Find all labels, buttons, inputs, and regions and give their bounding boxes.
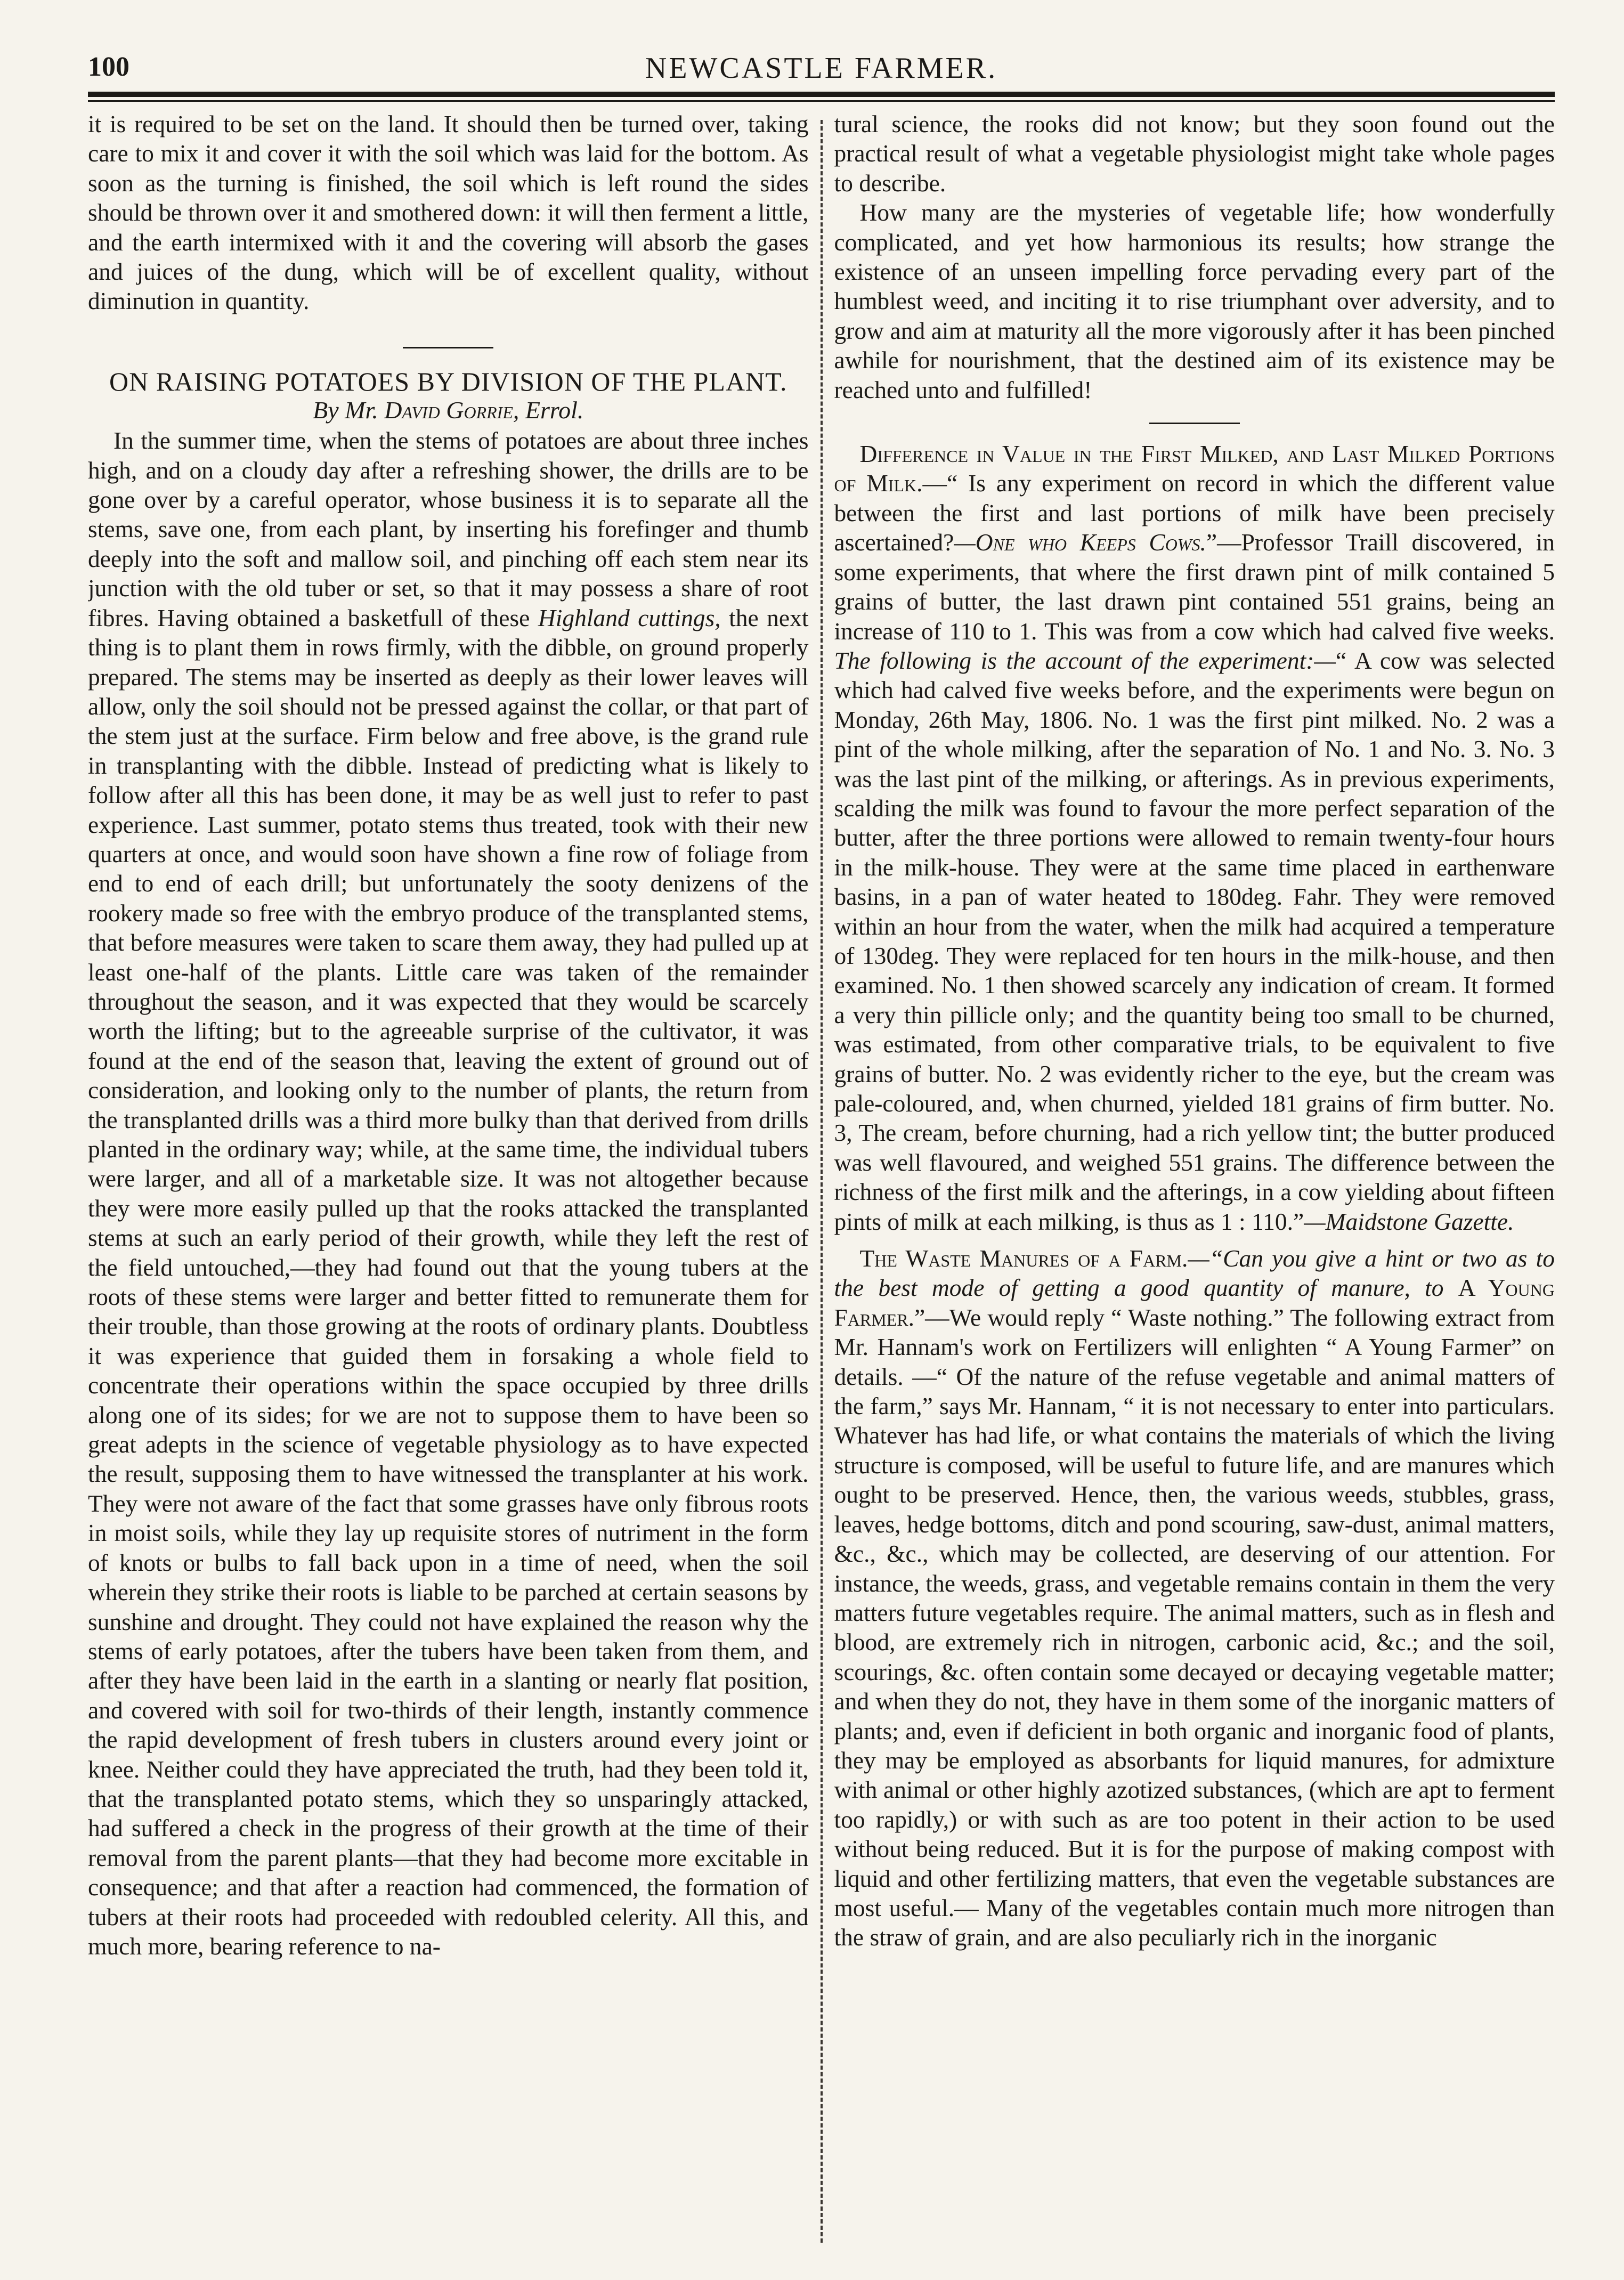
section-separator xyxy=(403,347,493,348)
continuation-paragraph: tural science, the rooks did not know; but they soon found out the practical result of what a vegetable physiologist might take whole pages to describe. xyxy=(834,110,1555,197)
milk-heading: Difference in Value in the First Milked, and Last Milked Portions of Milk. xyxy=(834,440,1555,497)
byline-place: Errol. xyxy=(525,396,584,424)
article-title: ON RAISING POTATOES BY DIVISION OF THE PLANT. xyxy=(109,366,787,396)
article-byline xyxy=(88,395,809,425)
header-rule-thin xyxy=(88,100,1555,102)
paragraph-text: In the summer time, when the stems of potatoes are about three inches high, and on a cloudy day after a refreshing shower, the drills are to be gone over by a careful operator, whose business it is to separate all the stems, save one, from each plant, by inserting his forefinger and thumb deeply into the soft and mallow soil, and pinching off each stem near its junction with the old tuber or set, so that it may possess a share of root fibres. Having obtained a basketfull of these xyxy=(88,427,809,631)
page-number: 100 xyxy=(88,52,129,82)
waste-question: —“Can you give a hint or two as to the best mode of getting a good quantity of manure, to xyxy=(834,1245,1555,1302)
header-rule-thick xyxy=(88,92,1555,97)
left-column xyxy=(88,109,821,2253)
emphasis-text: The following is the account of the experiment:— xyxy=(834,646,1336,674)
milk-question: —“ Is any experiment on record in which the different value between the first and last portions of milk have been precisely ascertained? xyxy=(834,469,1555,556)
waste-body: ”—We would reply “ Waste nothing.” The following extract from Mr. Hannam's work on Fertilizers will enlighten “ A Young Farmer” on details. —“ Of the nature of the refuse vegetable and animal matters of the farm,” says Mr. Hannam, “ it is not necessary to enter into particulars. Whatever has had life, or what contains the materials of which the living structure is composed, will be useful to future life, and are manures which ought to be preserved. Hence, then, the various weeds, stubbles, grass, leaves, hedge bottoms, ditch and pond scouring, saw-dust, animal matters, &c., &c., which may be collected, are deserving of our attention. For instance, the weeds, grass, and vegetable remains contain in them the very matters future vegetables require. The animal matters, such as in flesh and blood, are extremely rich in nitrogen, carbonic acid, &c.; and the soil, scourings, &c. often contain some decayed or decaying vegetable matter; and when they do not, they have in them some of the inorganic matters of plants; and, even if deficient in both organic and inorganic food of plants, they may be employed as absorbants for liquid manures, for admixture with animal or other highly azotized substances, (which are apt to ferment too rapidly,) or with such as are too potent in their action to be used without being reduced. But it is for the purpose of making compost with liquid and other fertilizing matters, that even the vegetable substances are most useful.— Many of the vegetables contain much more nitrogen than the straw of grain, and are also peculiarly rich in the inorganic xyxy=(834,1303,1555,1951)
milk-article xyxy=(834,439,1555,1236)
text-columns xyxy=(88,109,1555,2253)
page-header xyxy=(88,51,1555,94)
continuation-paragraph: it is required to be set on the land. It should then be turned over, taking care to mix it and cover it with the soil which was laid for the bottom. As soon as the turning is finished, the soil which is left round the sides should be thrown over it and smothered down: it will then ferment a little, and the earth intermixed with it and the covering will absorb the gases and juices of the dung, which will be of excellent quality, without diminution in quantity. xyxy=(88,110,809,315)
milk-body: “ A cow was selected which had calved five weeks before, and the experiments were begun on Monday, 26th May, 1806. No. 1 was the first pint milked. No. 2 was a pint of the whole milking, after the separation of No. 1 and No. 3. No. 3 was the last pint of the milking, or afterings. As in previous experiments, scalding the milk was found to favour the more perfect separation of the butter, after the three portions were allowed to remain twenty-four hours in the milk-house. They were at the same time placed in earthenware basins, in a pan of water heated to 180deg. Fahr. They were removed within an hour from the water, when the milk had acquired a temperature of 130deg. They were replaced for ten hours in the milk-house, and then examined. No. 1 then showed scarcely any indication of cream. It formed a very thin pillicle only; and the quantity being too small to be churned, was estimated, from other comparative trials, to be equivalent to five grains of butter. No. 2 was evidently richer to the eye, but the cream was pale-coloured, and, when churned, yielded 181 grains of firm butter. No. 3, The cream, before churning, had a rich yellow tint; the butter produced was well flavoured, and weighed 551 grains. The difference between the richness of the first milk and the afterings, in a cow yielding about fifteen pints of milk at each milking, is thus as 1 : 110.” xyxy=(834,646,1555,1235)
milk-body: ”—Professor Traill discovered, in some experiments, that where the first drawn pint of milk contained 5 grains of butter, the last drawn pint contained 551 grains, being an increase of 110 to 1. This was from a cow which had calved five weeks. xyxy=(834,529,1555,645)
waste-manures-article xyxy=(834,1244,1555,1952)
running-title: NEWCASTLE FARMER. xyxy=(645,52,998,85)
article-paragraph: How many are the mysteries of vegetable life; how wonderfully complicated, and yet how harmonious its results; how strange the existence of an unseen impelling force pervading every part of the humblest weed, and inciting it to rise triumphant over adversity, and to grow and aim at maturity all the more vigorously after it has been pinched awhile for nourishment, that the destined aim of its existence may be reached unto and fulfilled! xyxy=(834,199,1555,403)
milk-signature: —One who Keeps Cows. xyxy=(954,529,1206,556)
right-column xyxy=(823,109,1555,2253)
milk-source: —Maidstone Gazette. xyxy=(1304,1207,1514,1235)
byline-name: David Gorrie, xyxy=(384,396,519,424)
waste-signature: A Young Farmer. xyxy=(834,1274,1555,1331)
emphasis-text: Highland cuttings, xyxy=(538,604,721,631)
paragraph-text: the next thing is to plant them in rows firmly, with the dibble, on ground properly prepared. The stems may be inserted as deeply as their lower leaves will allow, only the soil should not be pressed against the collar, or that part of the stem just at the surface. Firm below and free above, is the grand rule in transplanting with the dibble. Instead of predicting what is likely to follow after all this has been done, it may be as well just to refer to past experience. Last summer, potato stems thus treated, took with their new quarters at once, and would soon have shown a fine row of foliage from end to end of each drill; but unfortunately the sooty denizens of the rookery made so free with the embryo produce of the transplanted stems, that before measures were taken to scare them away, they had pulled up at least one-half of the plants. Little care was taken of the remainder throughout the season, and it was expected that they would be scarcely worth the lifting; but to the agreeable surprise of the cultivator, it was found at the end of the season that, leaving the extent of ground out of consideration, and looking only to the number of plants, the return from the transplanted drills was a third more bulky than that derived from drills planted in the ordinary way; while, at the same time, the individual tubers were larger, and all of a marketable size. It was not altogether because they were more easily pulled up that the rooks attacked the transplanted stems at such an early period of their growth, while they left the rest of the field untouched,—they had found out that the young tubers at the roots of these stems were larger and better fitted to remunerate them for their trouble, than those growing at the roots of ordinary plants. Doubtless it was experience that guided them in forsaking a whole field to concentrate their operations within the space occupied by three drills along one of its sides; for we are not to suppose them to have been so great adepts in the science of vegetable physiology as to have expected the result, supposing them to have witnessed the transplanter at his work. They were not aware of the fact that some grasses have only fibrous roots in moist soils, while they lay up requisite stores of nutriment in the form of knots or bulbs to fall back upon in a time of need, when the soil wherein they strike their roots is liable to be parched at certain seasons by sunshine and drought. They could not have explained the reason why the stems of early potatoes, after the tubers have been taken from them, and after they have been laid in the earth in a slanting or nearly flat position, and covered with soil for two-thirds of their length, instantly commence the rapid development of fresh tubers in clusters around every joint or knee. Neither could they have appreciated the truth, had they been told it, that the transplanted potato stems, which they so unsparingly attacked, had suffered a check in the progress of their growth at the time of their removal from the parent plants—that they had become more excitable in consequence; and that after a reaction had commenced, the formation of tubers at their roots had proceeded with redoubled celerity. All this, and much more, bearing reference to na- xyxy=(88,604,809,1960)
article-paragraph xyxy=(88,426,809,1961)
section-separator xyxy=(1149,423,1240,424)
waste-heading: The Waste Manures of a Farm. xyxy=(859,1245,1188,1272)
byline-prefix: By Mr. xyxy=(313,396,378,424)
